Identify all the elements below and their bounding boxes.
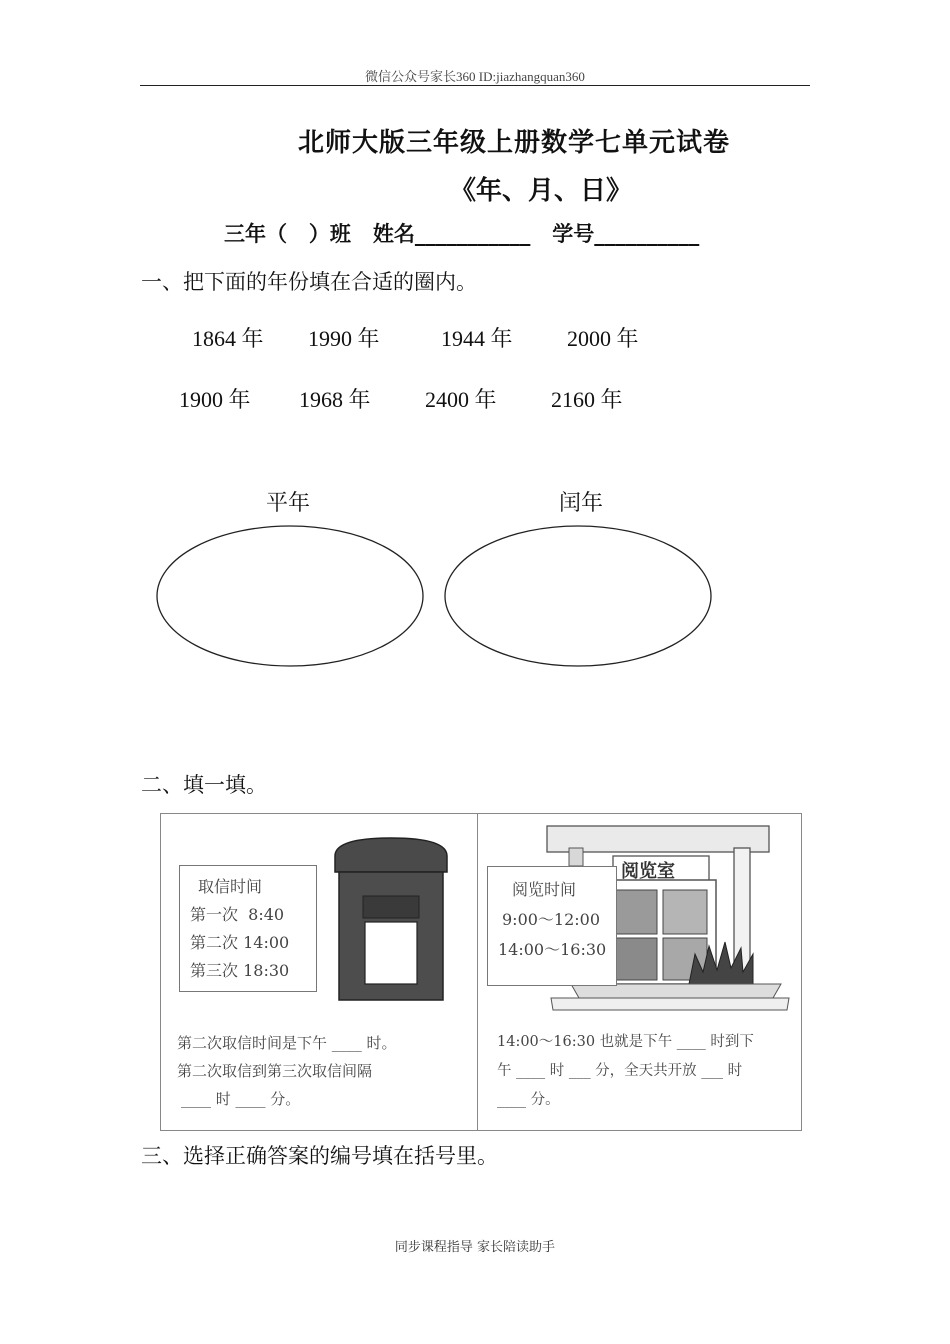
reading-sign-line: 14:00～16:30 — [498, 940, 607, 959]
year-item: 1944 年 — [441, 326, 513, 351]
year-item: 1864 年 — [192, 326, 264, 351]
year-item: 2400 年 — [425, 387, 497, 412]
reading-sign-line: 9:00～12:00 — [502, 910, 601, 929]
year-item: 1968 年 — [299, 387, 371, 412]
right-question-3: ____ 分。 — [497, 1092, 560, 1108]
year-item: 2160 年 — [551, 387, 623, 412]
left-question-1: 第二次取信时间是下午 ____ 时。 — [177, 1034, 397, 1052]
header-divider — [140, 85, 810, 86]
left-question-3: ____ 时 ____ 分。 — [181, 1090, 301, 1108]
right-question-1: 14:00～16:30 也就是下午 ____ 时到下 — [497, 1034, 754, 1050]
year-item: 1900 年 — [179, 387, 251, 412]
panel-divider — [477, 814, 478, 1130]
reading-time-sign — [487, 866, 617, 986]
pickup-sign-line: 第二次 14:00 — [190, 933, 290, 952]
right-question-2: 午 ____ 时 ___ 分，全天共开放 ___ 时 — [497, 1063, 743, 1079]
pickup-sign-line: 第一次 8:40 — [190, 905, 285, 924]
student-info-line: 三年（ ）班 姓名___________ 学号__________ — [224, 222, 700, 246]
reading-sign-title: 阅览时间 — [512, 880, 577, 899]
oval-label-leap-year: 闰年 — [559, 491, 604, 516]
pickup-sign-title: 取信时间 — [198, 877, 263, 896]
answer-ovals — [150, 520, 720, 670]
section3-heading: 三、选择正确答案的编号填在括号里。 — [141, 1144, 498, 1168]
page-subtitle: 《年、月、日》 — [450, 176, 633, 206]
page-title: 北师大版三年级上册数学七单元试卷 — [298, 128, 731, 158]
mailbox-illustration — [329, 836, 454, 1006]
pickup-sign-line: 第三次 18:30 — [190, 961, 290, 980]
illustration-frame — [160, 813, 802, 1131]
year-item: 1990 年 — [308, 326, 380, 351]
leap-year-oval[interactable] — [445, 526, 711, 666]
reading-room-sign: 阅览室 — [621, 861, 675, 882]
oval-label-common-year: 平年 — [266, 491, 311, 516]
footer-text: 同步课程指导 家长陪读助手 — [394, 1240, 556, 1255]
pickup-time-sign — [179, 865, 317, 992]
section2-heading: 二、填一填。 — [141, 773, 267, 797]
header-watermark: 微信公众号家长360 ID:jiazhangquan360 — [365, 69, 585, 84]
year-item: 2000 年 — [567, 326, 639, 351]
left-question-2: 第二次取信到第三次取信间隔 — [177, 1062, 373, 1080]
section1-heading: 一、把下面的年份填在合适的圈内。 — [141, 270, 477, 294]
common-year-oval[interactable] — [157, 526, 423, 666]
